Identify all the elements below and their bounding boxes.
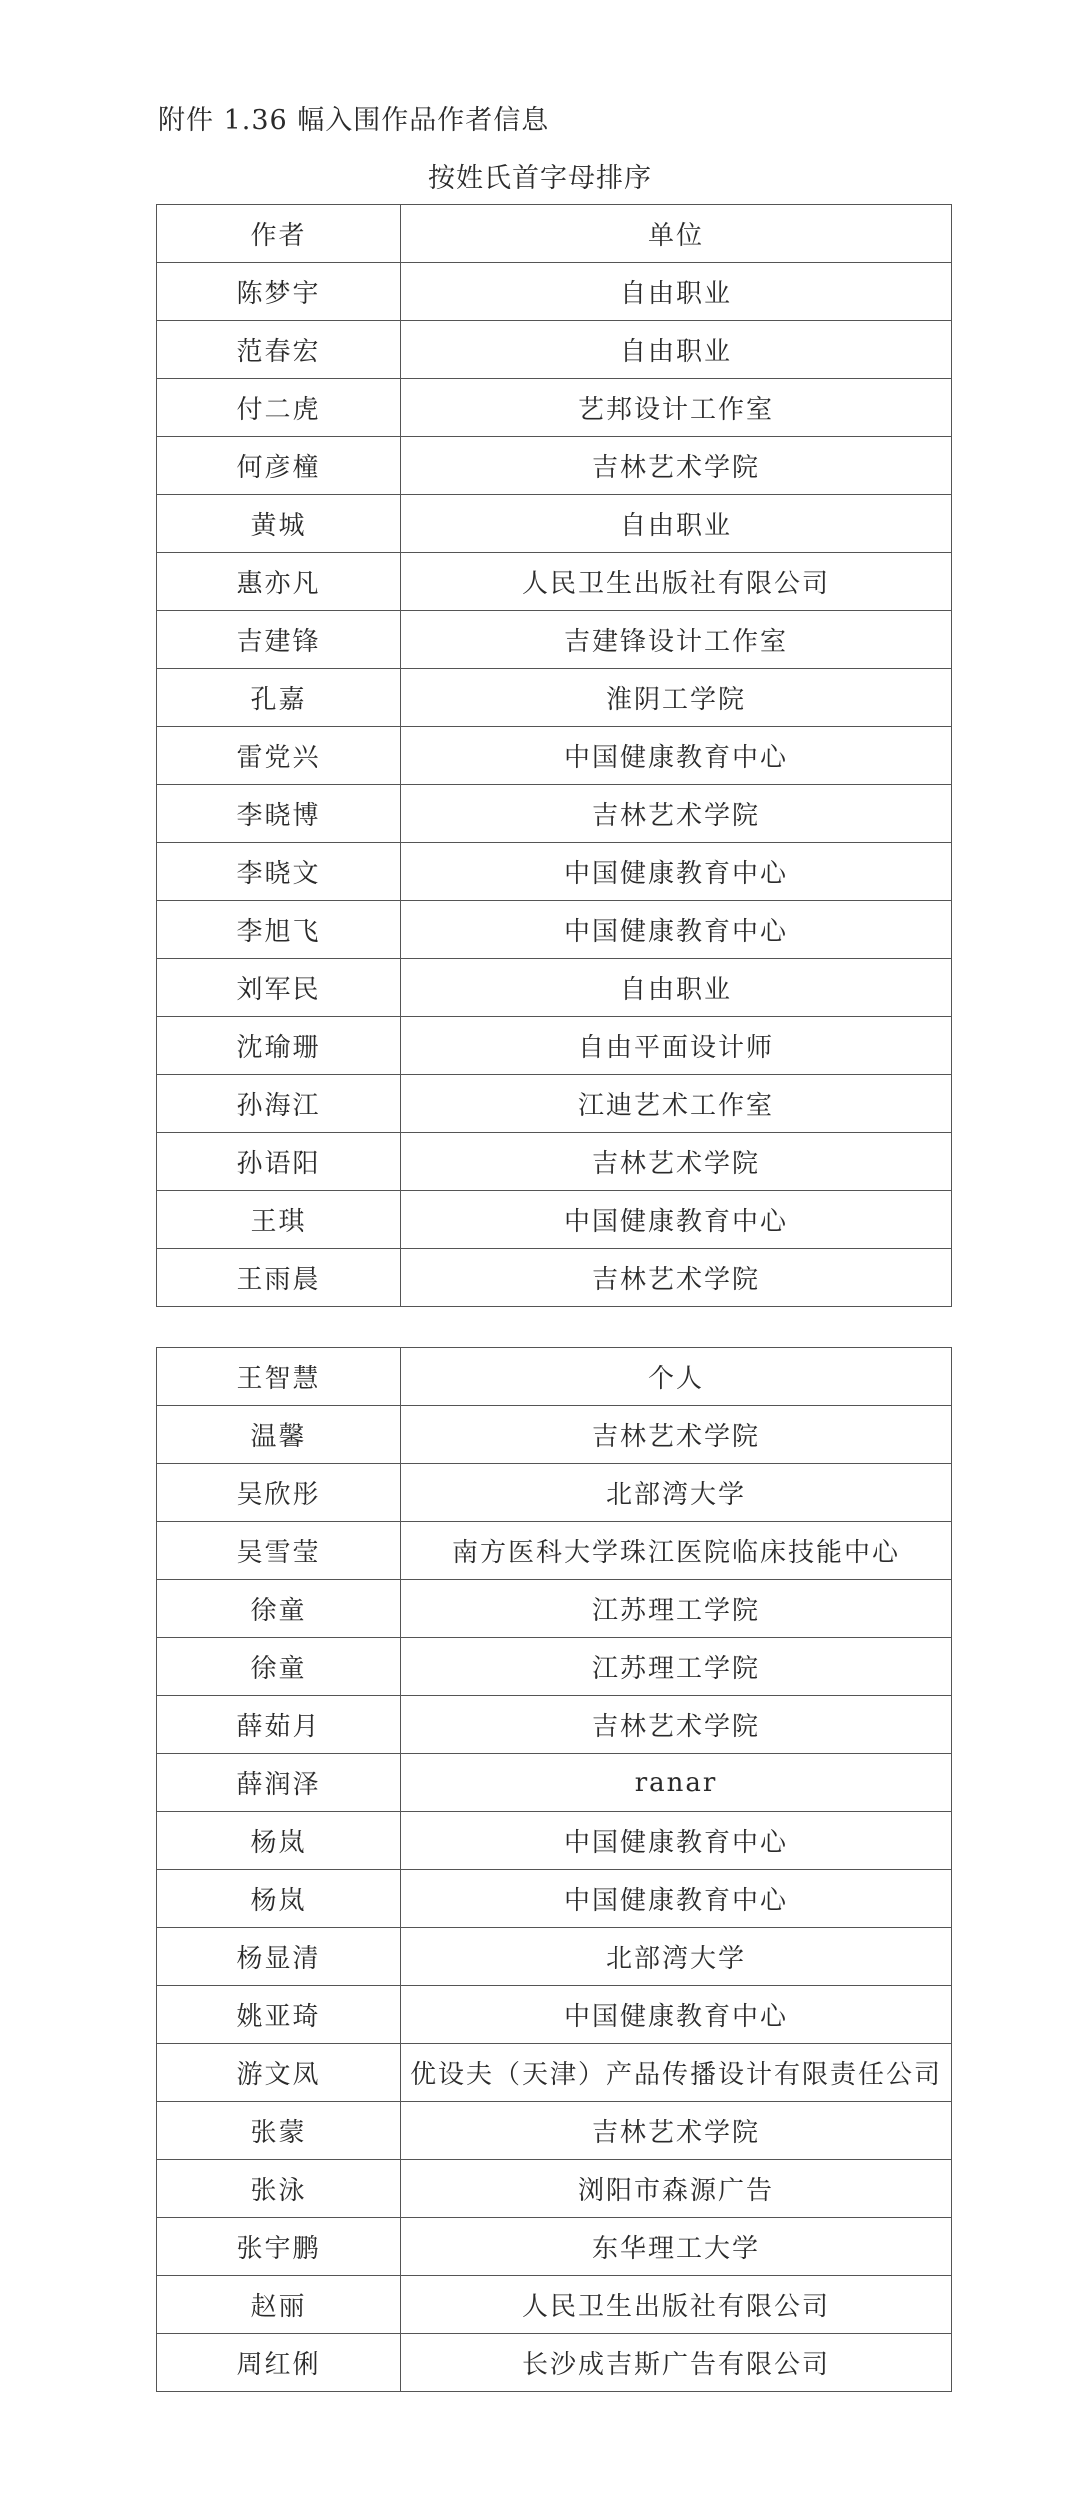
author-unit: 中国健康教育中心 [401, 1870, 952, 1928]
table-row [157, 2276, 952, 2334]
author-name: 杨岚 [157, 1870, 401, 1928]
author-name: 赵丽 [157, 2276, 401, 2334]
author-unit: 吉林艺术学院 [401, 2102, 952, 2160]
author-unit: 北部湾大学 [401, 1464, 952, 1522]
author-table-part-2 [156, 1347, 952, 2392]
author-unit: 中国健康教育中心 [401, 1812, 952, 1870]
author-name: 刘军民 [157, 959, 401, 1017]
author-name: 薛润泽 [157, 1754, 401, 1812]
table-row [157, 1580, 952, 1638]
author-unit: 优设夫（天津）产品传播设计有限责任公司 [401, 2044, 952, 2102]
table-row [157, 669, 952, 727]
header-unit: 单位 [401, 205, 952, 263]
table-row [157, 2102, 952, 2160]
table-row [157, 2160, 952, 2218]
author-name: 孔嘉 [157, 669, 401, 727]
author-name: 薛茹月 [157, 1696, 401, 1754]
author-name: 吴欣彤 [157, 1464, 401, 1522]
author-name: 孙海江 [157, 1075, 401, 1133]
author-name: 姚亚琦 [157, 1986, 401, 2044]
author-unit: 北部湾大学 [401, 1928, 952, 1986]
author-name: 王雨晨 [157, 1249, 401, 1307]
author-unit: 艺邦设计工作室 [401, 379, 952, 437]
table-row [157, 1522, 952, 1580]
author-unit: 自由职业 [401, 959, 952, 1017]
author-unit: 中国健康教育中心 [401, 727, 952, 785]
table-row [157, 1754, 952, 1812]
table-row [157, 1191, 952, 1249]
table-row [157, 1406, 952, 1464]
author-name: 张蒙 [157, 2102, 401, 2160]
author-unit: 自由职业 [401, 321, 952, 379]
author-name: 付二虎 [157, 379, 401, 437]
author-name: 王琪 [157, 1191, 401, 1249]
author-name: 沈瑜珊 [157, 1017, 401, 1075]
author-name: 周红俐 [157, 2334, 401, 2392]
table-row [157, 1638, 952, 1696]
table-row [157, 263, 952, 321]
table-row [157, 1348, 952, 1406]
document-title: 附件 1.36 幅入围作品作者信息 [158, 105, 550, 136]
author-table-part-1 [156, 204, 952, 1307]
author-unit: 长沙成吉斯广告有限公司 [401, 2334, 952, 2392]
author-unit: 中国健康教育中心 [401, 901, 952, 959]
table-row [157, 843, 952, 901]
table-row [157, 379, 952, 437]
author-name: 黄城 [157, 495, 401, 553]
table-row [157, 1249, 952, 1307]
author-unit: 自由职业 [401, 495, 952, 553]
table-row [157, 1696, 952, 1754]
author-name: 吴雪莹 [157, 1522, 401, 1580]
table-row [157, 1870, 952, 1928]
author-name: 何彦橦 [157, 437, 401, 495]
author-unit: 吉林艺术学院 [401, 1696, 952, 1754]
author-unit: ranar [401, 1754, 952, 1812]
table-row [157, 2044, 952, 2102]
author-unit: 中国健康教育中心 [401, 1986, 952, 2044]
table-row [157, 1986, 952, 2044]
table-row [157, 1133, 952, 1191]
author-unit: 淮阴工学院 [401, 669, 952, 727]
table-row [157, 495, 952, 553]
author-name: 张泳 [157, 2160, 401, 2218]
table-row [157, 2218, 952, 2276]
author-name: 游文凤 [157, 2044, 401, 2102]
author-unit: 吉林艺术学院 [401, 437, 952, 495]
table-row [157, 1464, 952, 1522]
table-row [157, 959, 952, 1017]
author-name: 李晓文 [157, 843, 401, 901]
author-unit: 江苏理工学院 [401, 1638, 952, 1696]
table-row [157, 785, 952, 843]
author-unit: 中国健康教育中心 [401, 843, 952, 901]
author-name: 李晓博 [157, 785, 401, 843]
author-name: 孙语阳 [157, 1133, 401, 1191]
author-name: 范春宏 [157, 321, 401, 379]
author-unit: 吉林艺术学院 [401, 785, 952, 843]
document-subtitle: 按姓氏首字母排序 [428, 163, 652, 194]
author-name: 杨显清 [157, 1928, 401, 1986]
table-row [157, 727, 952, 785]
author-unit: 吉林艺术学院 [401, 1249, 952, 1307]
author-name: 徐童 [157, 1580, 401, 1638]
table-row [157, 901, 952, 959]
author-unit: 江迪艺术工作室 [401, 1075, 952, 1133]
author-unit: 东华理工大学 [401, 2218, 952, 2276]
author-unit: 江苏理工学院 [401, 1580, 952, 1638]
table-row [157, 1812, 952, 1870]
author-name: 徐童 [157, 1638, 401, 1696]
author-unit: 人民卫生出版社有限公司 [401, 553, 952, 611]
author-name: 雷党兴 [157, 727, 401, 785]
table-row [157, 553, 952, 611]
table-row [157, 611, 952, 669]
author-name: 张宇鹏 [157, 2218, 401, 2276]
author-unit: 个人 [401, 1348, 952, 1406]
table-header-row [157, 205, 952, 263]
author-name: 惠亦凡 [157, 553, 401, 611]
author-unit: 浏阳市森源广告 [401, 2160, 952, 2218]
table-row [157, 1017, 952, 1075]
table-row [157, 2334, 952, 2392]
author-name: 温馨 [157, 1406, 401, 1464]
author-unit: 南方医科大学珠江医院临床技能中心 [401, 1522, 952, 1580]
author-unit: 自由职业 [401, 263, 952, 321]
author-name: 陈梦宇 [157, 263, 401, 321]
author-unit: 自由平面设计师 [401, 1017, 952, 1075]
table-row [157, 321, 952, 379]
author-unit: 吉林艺术学院 [401, 1133, 952, 1191]
table-row [157, 437, 952, 495]
author-name: 吉建锋 [157, 611, 401, 669]
header-author: 作者 [157, 205, 401, 263]
author-name: 杨岚 [157, 1812, 401, 1870]
author-unit: 吉林艺术学院 [401, 1406, 952, 1464]
author-name: 李旭飞 [157, 901, 401, 959]
table-row [157, 1928, 952, 1986]
author-name: 王智慧 [157, 1348, 401, 1406]
author-unit: 吉建锋设计工作室 [401, 611, 952, 669]
author-unit: 中国健康教育中心 [401, 1191, 952, 1249]
table-row [157, 1075, 952, 1133]
author-unit: 人民卫生出版社有限公司 [401, 2276, 952, 2334]
